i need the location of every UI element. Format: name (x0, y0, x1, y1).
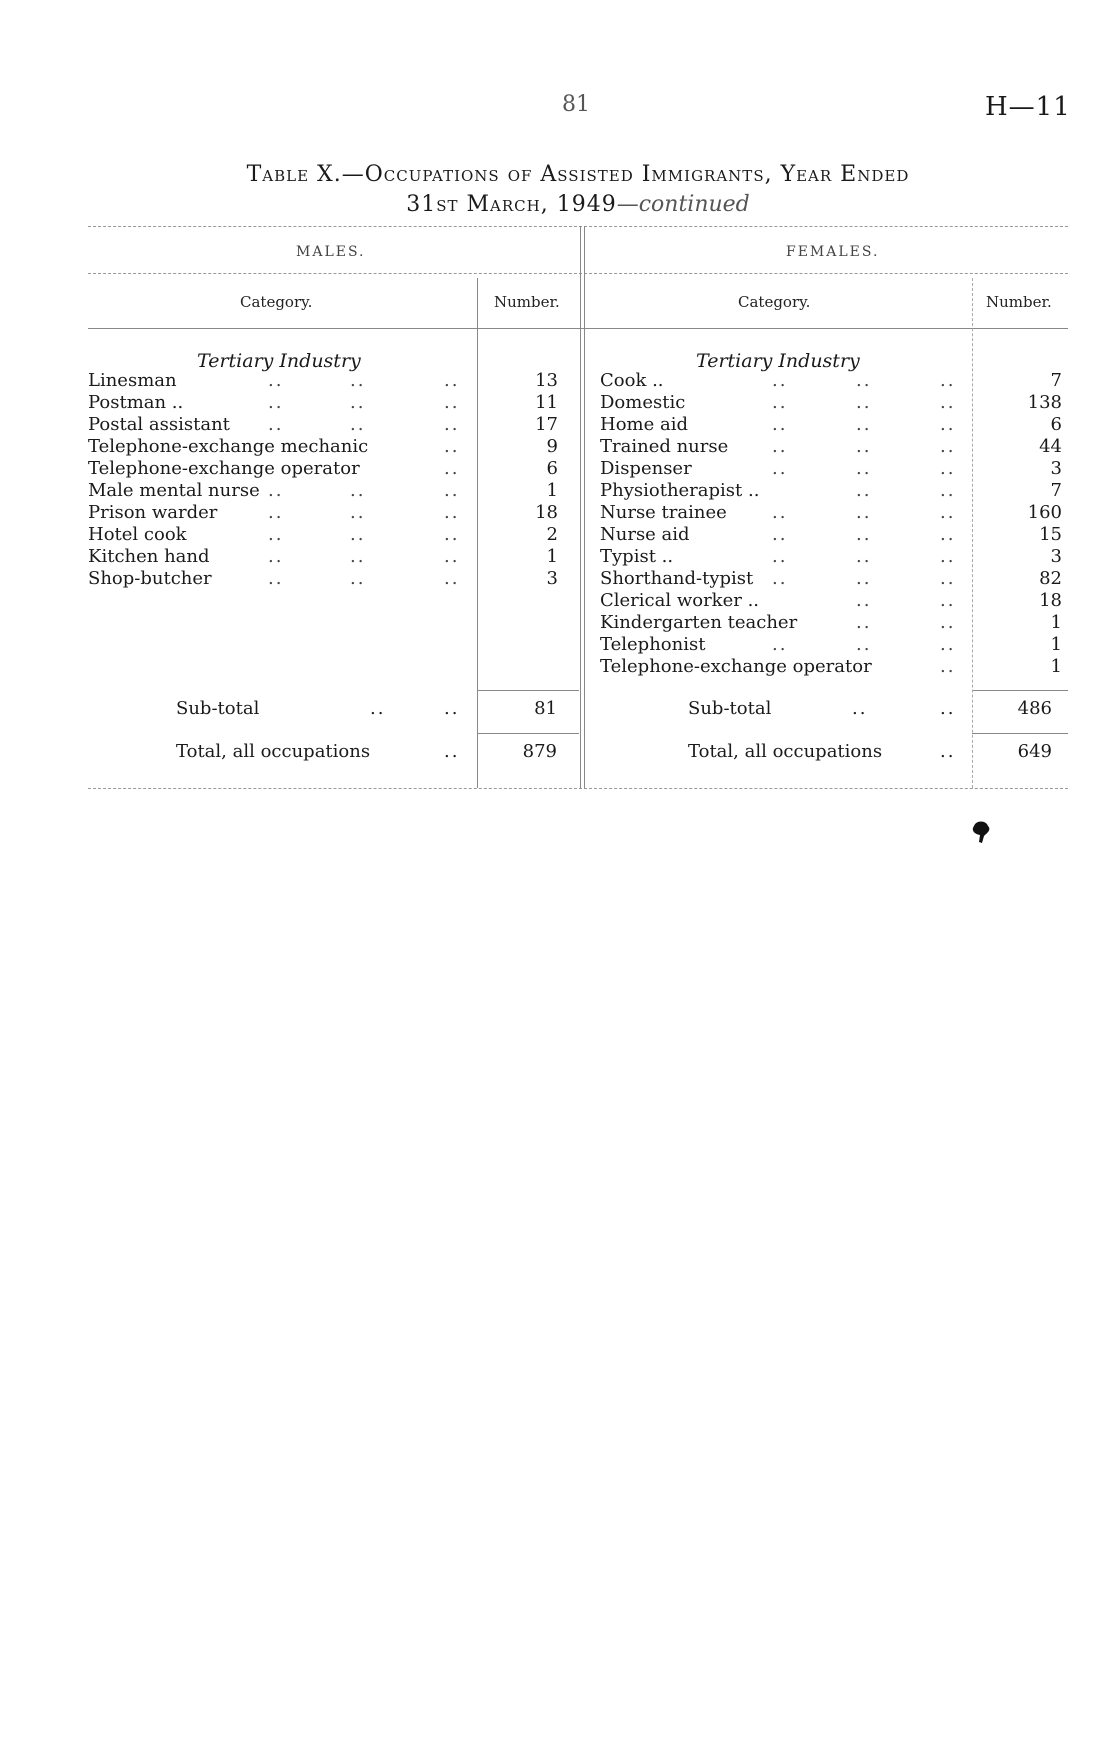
males-category: Male mental nurse (88, 480, 260, 501)
females-leader-dots: .. (856, 524, 872, 545)
males-category: Kitchen hand (88, 546, 210, 567)
males-total-value: 879 (522, 741, 557, 762)
females-number: 1 (1050, 656, 1062, 677)
males-number: 9 (546, 436, 558, 457)
females-row (600, 590, 1062, 612)
males-category: Prison warder (88, 502, 218, 523)
males-row (88, 524, 558, 546)
females-leader-dots: .. (940, 568, 956, 589)
total-rule-females (972, 733, 1068, 734)
females-leader-dots: .. (940, 436, 956, 457)
females-row (600, 546, 1062, 568)
males-leader-dots: .. (444, 370, 460, 391)
females-category: Shorthand-typist (600, 568, 754, 589)
females-row (600, 458, 1062, 480)
females-leader-dots: .. (940, 590, 956, 611)
bottom-rule (88, 788, 1068, 789)
ink-blot (970, 820, 992, 844)
females-leader-dots: .. (772, 392, 788, 413)
column-header-rule (88, 328, 1068, 329)
males-row (88, 546, 558, 568)
females-leader-dots: .. (940, 458, 956, 479)
females-category-header: Category. (738, 293, 811, 311)
males-leader-dots: .. (444, 414, 460, 435)
males-leader-dots: .. (444, 502, 460, 523)
females-category: Physiotherapist .. (600, 480, 760, 501)
males-row (88, 568, 558, 590)
males-number: 18 (535, 502, 558, 523)
males-row (88, 480, 558, 502)
males-number: 3 (546, 568, 558, 589)
females-total-label: Total, all occupations (688, 741, 883, 762)
males-number: 1 (546, 480, 558, 501)
males-leader-dots: .. (350, 524, 366, 545)
page-number: 81 (562, 92, 590, 117)
females-category: Kindergarten teacher (600, 612, 798, 633)
females-row (600, 634, 1062, 656)
males-category: Telephone-exchange mechanic (88, 436, 369, 457)
females-category: Dispenser (600, 458, 692, 479)
males-leader-dots: .. (444, 392, 460, 413)
females-leader-dots: .. (940, 392, 956, 413)
females-number: 44 (1039, 436, 1062, 457)
males-section-label: MALES. (296, 244, 366, 260)
females-leader-dots: .. (772, 436, 788, 457)
females-leader-dots: .. (772, 458, 788, 479)
females-leader-dots: .. (940, 612, 956, 633)
females-leader-dots: .. (940, 414, 956, 435)
table-title (88, 160, 1068, 220)
males-leader-dots: .. (268, 568, 284, 589)
females-category: Clerical worker .. (600, 590, 760, 611)
females-row (600, 370, 1062, 392)
males-leader-dots: .. (350, 502, 366, 523)
females-number: 138 (1027, 392, 1062, 413)
females-number: 18 (1039, 590, 1062, 611)
females-category: Home aid (600, 414, 688, 435)
males-leader-dots: .. (268, 414, 284, 435)
males-total-dots: .. (444, 741, 460, 762)
females-subtotal-dots: .. (852, 698, 868, 719)
males-category: Telephone-exchange operator (88, 458, 360, 479)
subtotal-rule-males (477, 690, 579, 691)
females-row (600, 436, 1062, 458)
center-divider-2 (584, 226, 585, 788)
females-leader-dots: .. (772, 524, 788, 545)
males-number: 2 (546, 524, 558, 545)
females-number: 82 (1039, 568, 1062, 589)
males-leader-dots: .. (350, 546, 366, 567)
females-row (600, 480, 1062, 502)
females-leader-dots: .. (856, 634, 872, 655)
females-leader-dots: .. (856, 414, 872, 435)
title-line-2-suffix: —continued (616, 192, 750, 217)
males-leader-dots: .. (444, 524, 460, 545)
females-leader-dots: .. (856, 458, 872, 479)
center-divider (580, 226, 581, 788)
total-rule-males (477, 733, 579, 734)
females-leader-dots: .. (772, 502, 788, 523)
males-total-label: Total, all occupations (176, 741, 371, 762)
females-category: Nurse trainee (600, 502, 727, 523)
males-row (88, 392, 558, 414)
females-category: Nurse aid (600, 524, 690, 545)
females-number: 6 (1050, 414, 1062, 435)
females-leader-dots: .. (940, 502, 956, 523)
females-row (600, 568, 1062, 590)
males-leader-dots: .. (268, 502, 284, 523)
males-category: Shop-butcher (88, 568, 212, 589)
females-number: 15 (1039, 524, 1062, 545)
females-leader-dots: .. (856, 612, 872, 633)
title-line-2-main: 31st March, 1949 (406, 192, 617, 217)
males-row (88, 436, 558, 458)
females-category: Telephonist (600, 634, 706, 655)
males-number: 11 (535, 392, 558, 413)
females-leader-dots: .. (856, 370, 872, 391)
females-section-label: FEMALES. (786, 244, 880, 260)
females-leader-dots: .. (856, 436, 872, 457)
females-total-dots: .. (940, 741, 956, 762)
females-number: 1 (1050, 612, 1062, 633)
females-number: 160 (1027, 502, 1062, 523)
females-leader-dots: .. (772, 568, 788, 589)
page-code: H—11 (985, 92, 1071, 122)
title-line-2 (88, 190, 1068, 220)
males-category: Linesman (88, 370, 177, 391)
females-leader-dots: .. (856, 480, 872, 501)
females-number: 7 (1050, 480, 1062, 501)
females-row (600, 524, 1062, 546)
males-leader-dots: .. (444, 436, 460, 457)
males-subtotal-dots: .. (370, 698, 386, 719)
females-number: 3 (1050, 546, 1062, 567)
title-line-1: Table X.—Occupations of Assisted Immigrants, Year Ended (246, 162, 910, 187)
females-leader-dots: .. (856, 392, 872, 413)
females-category: Typist .. (600, 546, 674, 567)
females-leader-dots: .. (940, 656, 956, 677)
males-category: Postal assistant (88, 414, 230, 435)
males-list (88, 370, 558, 590)
males-category-header: Category. (240, 293, 313, 311)
females-total-value: 649 (1017, 741, 1052, 762)
males-leader-dots: .. (444, 480, 460, 501)
males-subtotal-label: Sub-total (176, 698, 260, 719)
females-row (600, 414, 1062, 436)
females-leader-dots: .. (772, 546, 788, 567)
females-list (600, 370, 1062, 678)
females-row (600, 392, 1062, 414)
males-leader-dots: .. (268, 524, 284, 545)
females-subtotal-label: Sub-total (688, 698, 772, 719)
males-number-header: Number. (494, 293, 560, 311)
top-rule (88, 226, 1068, 227)
females-number: 7 (1050, 370, 1062, 391)
males-row (88, 414, 558, 436)
females-row (600, 656, 1062, 678)
males-leader-dots: .. (444, 568, 460, 589)
females-leader-dots: .. (772, 370, 788, 391)
females-leader-dots: .. (940, 634, 956, 655)
females-subtotal-value: 486 (1017, 698, 1052, 719)
males-subtotal-value: 81 (534, 698, 557, 719)
females-row (600, 612, 1062, 634)
males-number: 17 (535, 414, 558, 435)
males-number: 1 (546, 546, 558, 567)
males-leader-dots: .. (444, 458, 460, 479)
females-leader-dots: .. (772, 634, 788, 655)
males-leader-dots: .. (268, 480, 284, 501)
males-row (88, 502, 558, 524)
females-subheading: Tertiary Industry (696, 350, 860, 372)
males-leader-dots: .. (268, 546, 284, 567)
males-leader-dots: .. (444, 546, 460, 567)
males-leader-dots: .. (350, 568, 366, 589)
females-leader-dots: .. (940, 524, 956, 545)
males-number: 13 (535, 370, 558, 391)
females-number: 1 (1050, 634, 1062, 655)
females-leader-dots: .. (856, 546, 872, 567)
females-row (600, 502, 1062, 524)
males-category: Postman .. (88, 392, 184, 413)
females-category: Domestic (600, 392, 686, 413)
males-leader-dots: .. (268, 392, 284, 413)
males-leader-dots: .. (350, 480, 366, 501)
males-category: Hotel cook (88, 524, 187, 545)
males-row (88, 370, 558, 392)
males-number: 6 (546, 458, 558, 479)
females-leader-dots: .. (940, 370, 956, 391)
females-category: Trained nurse (600, 436, 729, 457)
females-leader-dots: .. (856, 590, 872, 611)
section-header-rule (88, 273, 1068, 274)
females-leader-dots: .. (940, 480, 956, 501)
females-subtotal-dots-2: .. (940, 698, 956, 719)
females-number-header: Number. (986, 293, 1052, 311)
males-subtotal-dots-2: .. (444, 698, 460, 719)
females-category: Cook .. (600, 370, 664, 391)
males-subheading: Tertiary Industry (197, 350, 361, 372)
males-leader-dots: .. (350, 414, 366, 435)
males-leader-dots: .. (268, 370, 284, 391)
females-category: Telephone-exchange operator (600, 656, 872, 677)
subtotal-rule-females (972, 690, 1068, 691)
females-number: 3 (1050, 458, 1062, 479)
females-leader-dots: .. (772, 414, 788, 435)
females-leader-dots: .. (940, 546, 956, 567)
females-leader-dots: .. (856, 568, 872, 589)
males-leader-dots: .. (350, 392, 366, 413)
males-row (88, 458, 558, 480)
females-leader-dots: .. (856, 502, 872, 523)
males-leader-dots: .. (350, 370, 366, 391)
